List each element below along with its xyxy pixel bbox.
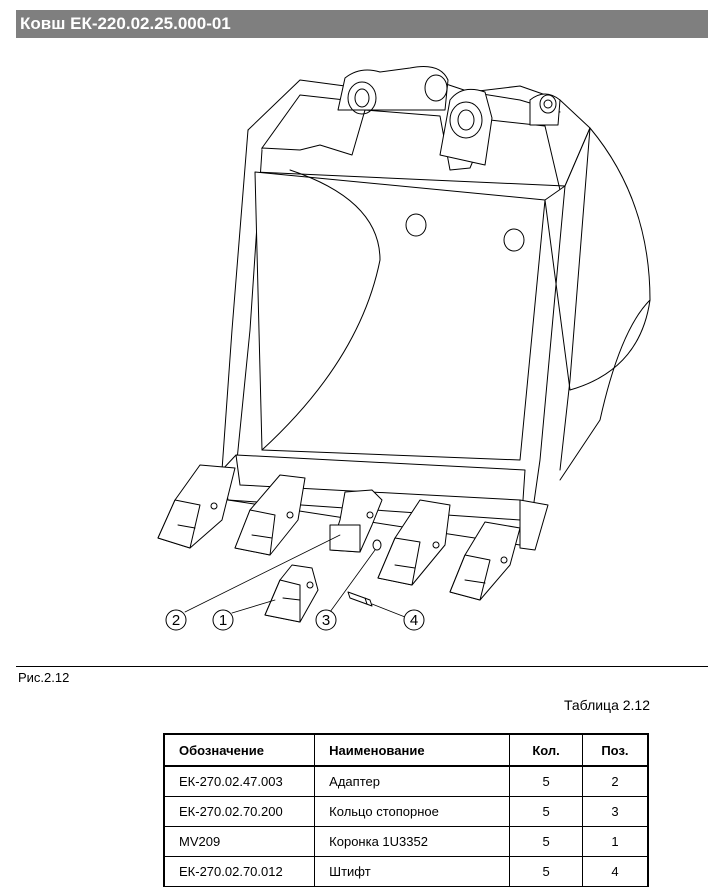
table-row: [164, 827, 648, 857]
table-row: [164, 797, 648, 827]
separator-line: [16, 666, 708, 667]
column-header-code: Обозначение: [164, 734, 315, 766]
cell-code: ЕК-270.02.70.012: [164, 857, 315, 887]
cell-qty: 5: [510, 797, 583, 827]
cell-name: Адаптер: [315, 766, 510, 797]
callout-label-4: 4: [409, 612, 419, 629]
cell-name: Штифт: [315, 857, 510, 887]
column-header-qty: Кол.: [510, 734, 583, 766]
bucket-drawing: [0, 38, 708, 658]
callout-2: [166, 610, 186, 630]
figure-caption: Рис.2.12: [18, 670, 70, 685]
end-plate: [520, 500, 548, 550]
cell-qty: 5: [510, 857, 583, 887]
cell-pos: 3: [582, 797, 648, 827]
cell-qty: 5: [510, 827, 583, 857]
callout-4: [404, 610, 424, 630]
table-row: [164, 857, 648, 887]
table-title: Таблица 2.12: [563, 697, 650, 713]
callout-label-3: 3: [321, 612, 331, 629]
column-header-pos: Поз.: [582, 734, 648, 766]
exploded-pin: [348, 592, 372, 606]
cell-code: ЕК-270.02.70.200: [164, 797, 315, 827]
cell-name: Коронка 1U3352: [315, 827, 510, 857]
column-header-name: Наименование: [315, 734, 510, 766]
exploded-crown: [265, 565, 318, 622]
cell-pos: 4: [582, 857, 648, 887]
cell-qty: 5: [510, 766, 583, 797]
cell-pos: 2: [582, 766, 648, 797]
cell-code: ЕК-270.02.47.003: [164, 766, 315, 797]
callout-label-1: 1: [218, 612, 228, 629]
callout-label-2: 2: [171, 612, 181, 629]
cell-code: MV209: [164, 827, 315, 857]
tooth-1: [158, 465, 235, 548]
table-header-row: [164, 734, 648, 766]
cell-name: Кольцо стопорное: [315, 797, 510, 827]
parts-table: [163, 733, 649, 887]
page-title: Ковш ЕК-220.02.25.000-01: [16, 10, 708, 38]
table-row: [164, 766, 648, 797]
exploded-ring: [373, 540, 381, 550]
cell-pos: 1: [582, 827, 648, 857]
callout-1: [213, 610, 233, 630]
callout-3: [316, 610, 336, 630]
